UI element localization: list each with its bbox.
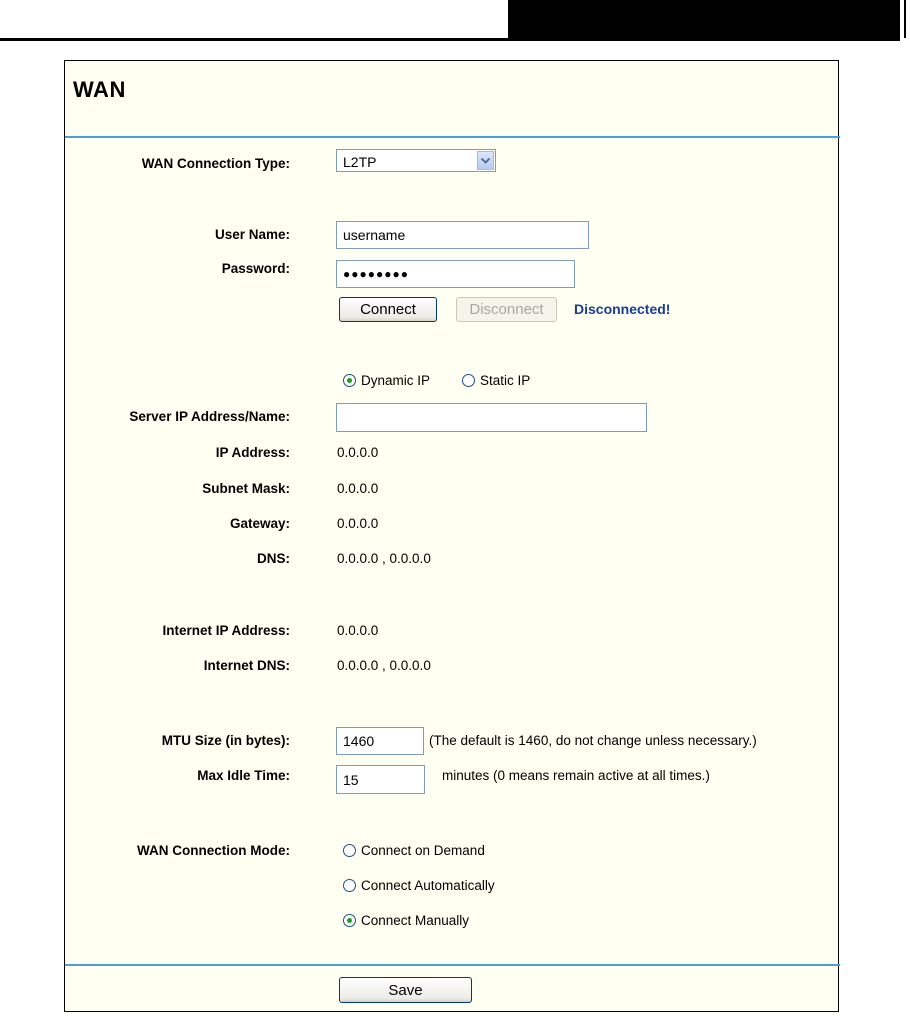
subnet-mask-value: 0.0.0.0 (337, 481, 379, 496)
dns-value: 0.0.0.0 , 0.0.0.0 (337, 551, 431, 566)
wan-settings-panel (64, 60, 839, 1012)
dynamic-ip-label: Dynamic IP (361, 373, 431, 388)
radio-selected-dot (347, 378, 352, 383)
top-separator (65, 136, 840, 138)
gateway-label: Gateway: (229, 516, 290, 531)
connect-button[interactable]: Connect (339, 297, 437, 322)
mtu-input[interactable] (336, 727, 424, 755)
internet-dns-label: Internet DNS: (203, 658, 290, 673)
subnet-mask-label: Subnet Mask: (202, 481, 290, 496)
connection-status: Disconnected! (574, 301, 671, 317)
connection-type-value: L2TP (343, 154, 377, 170)
mode-demand-radio[interactable] (343, 844, 356, 857)
max-idle-input[interactable] (336, 765, 425, 794)
mode-manual-label: Connect Manually (361, 913, 470, 928)
internet-ip-value: 0.0.0.0 (337, 623, 379, 638)
mode-option-automatic[interactable] (343, 878, 495, 893)
dynamic-ip-option[interactable] (343, 373, 430, 388)
password-label: Password: (221, 261, 290, 276)
static-ip-option[interactable] (462, 373, 530, 388)
save-button[interactable]: Save (339, 977, 472, 1003)
static-ip-radio[interactable] (462, 374, 475, 387)
disconnect-button[interactable]: Disconnect (456, 297, 557, 322)
max-idle-label: Max Idle Time: (197, 768, 290, 783)
connection-mode-label: WAN Connection Mode: (137, 843, 290, 858)
header-rule (0, 38, 900, 41)
max-idle-note: minutes (0 means remain active at all times.) (442, 768, 710, 783)
dynamic-ip-radio[interactable] (343, 374, 356, 387)
ip-address-value: 0.0.0.0 (337, 445, 379, 460)
server-ip-label: Server IP Address/Name: (129, 409, 290, 424)
header-black-bar (508, 0, 900, 38)
connection-type-select[interactable] (336, 149, 496, 172)
bottom-separator (65, 964, 840, 966)
mode-option-manual[interactable] (343, 913, 469, 928)
dns-label: DNS: (257, 551, 290, 566)
static-ip-label: Static IP (480, 373, 531, 388)
gateway-value: 0.0.0.0 (337, 516, 379, 531)
mode-manual-radio[interactable] (343, 914, 356, 927)
internet-dns-value: 0.0.0.0 , 0.0.0.0 (337, 658, 431, 673)
mode-option-demand[interactable] (343, 843, 485, 858)
page-title: WAN (73, 77, 126, 102)
connection-type-label: WAN Connection Type: (141, 156, 290, 171)
ip-address-label: IP Address: (215, 445, 290, 460)
server-ip-input[interactable] (336, 403, 647, 432)
mode-automatic-radio[interactable] (343, 879, 356, 892)
user-name-label: User Name: (214, 227, 290, 242)
internet-ip-label: Internet IP Address: (162, 623, 290, 638)
mtu-note: (The default is 1460, do not change unless necessary.) (429, 733, 757, 748)
radio-selected-dot (347, 918, 352, 923)
user-name-input[interactable] (336, 221, 589, 249)
mode-demand-label: Connect on Demand (361, 843, 485, 858)
mode-automatic-label: Connect Automatically (361, 878, 495, 893)
header-edge-mark (904, 0, 906, 38)
password-input[interactable] (336, 260, 575, 288)
mtu-label: MTU Size (in bytes): (161, 733, 290, 748)
chevron-down-icon[interactable] (477, 151, 494, 170)
